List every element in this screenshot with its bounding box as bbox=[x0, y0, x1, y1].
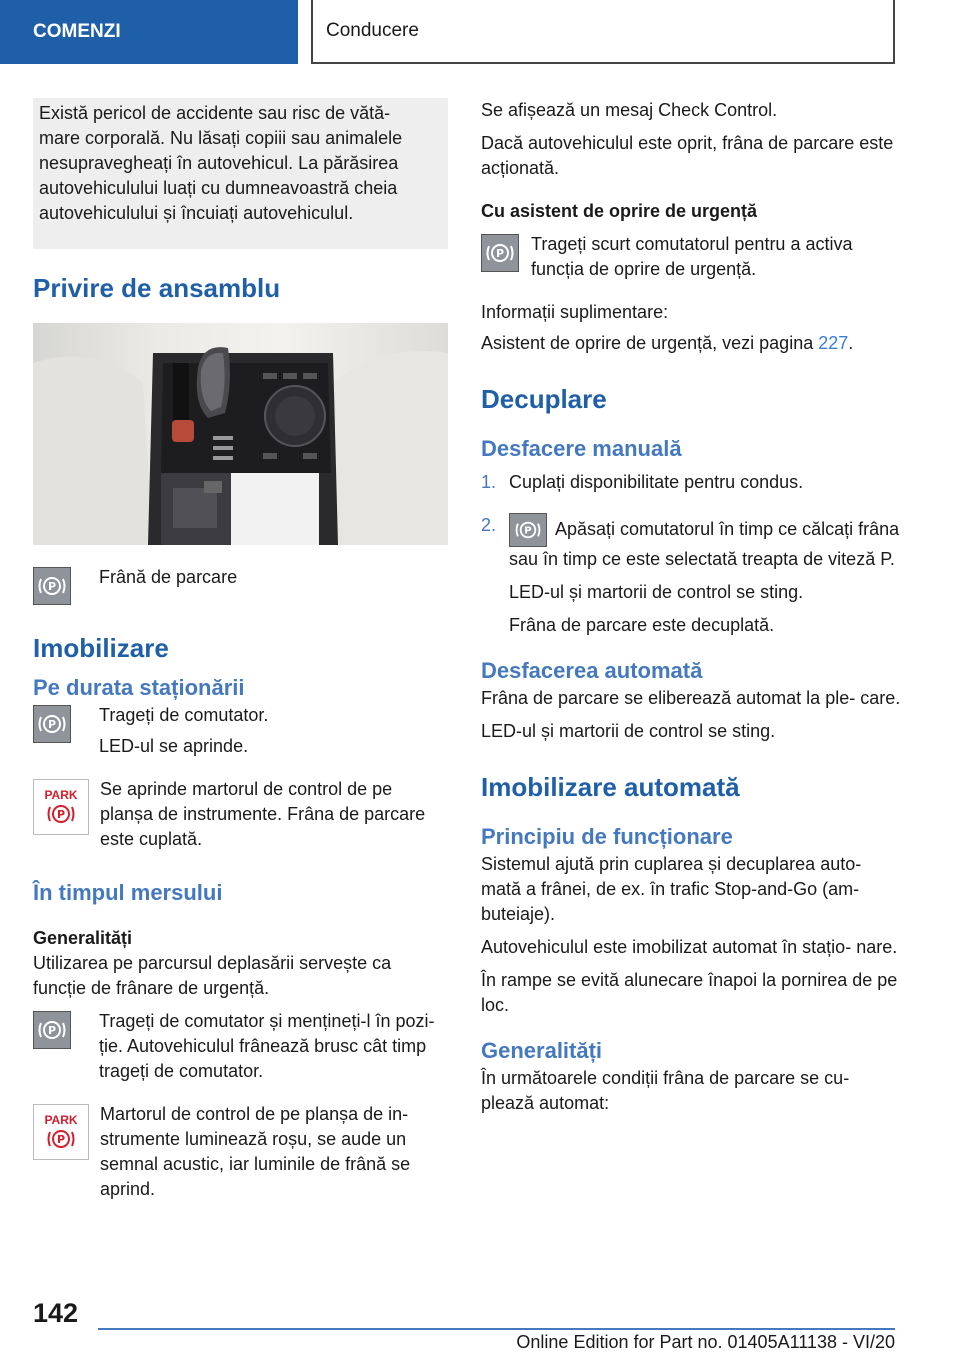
svg-text:P: P bbox=[524, 525, 532, 537]
section-label: COMENZI bbox=[33, 21, 121, 42]
warning-box bbox=[33, 98, 448, 249]
stationare-line: Trageți de comutator. bbox=[99, 705, 269, 725]
step2-text: Apăsați comutatorul în timp ce călcați frâna sau în timp ce este selectată treapta de viteză P. bbox=[509, 518, 900, 569]
more-info: Informații suplimentare: bbox=[481, 302, 669, 322]
mers-title: În timpul mersului bbox=[33, 880, 223, 905]
mers-park-text: Martorul de control de pe planșa de in- strumente luminează roșu, se aude un semnal acustic, iar luminile de frână se aprind. bbox=[100, 1104, 411, 1199]
left-column bbox=[33, 98, 448, 1202]
step-1 bbox=[481, 470, 901, 495]
warning-line: autovehiculului luați cu dumneavoastră cheia bbox=[39, 178, 398, 198]
step-number: 1. bbox=[481, 472, 497, 492]
stationare-park-row bbox=[33, 777, 448, 852]
parking-brake-icon bbox=[33, 1011, 71, 1049]
principiu-p2: Autovehiculul este imobilizat automat în stațio- nare. bbox=[481, 937, 898, 957]
principiu-p3: În rampe se evită alunecare înapoi la pornirea de pe loc. bbox=[481, 970, 898, 1015]
stationare-line: LED-ul se aprinde. bbox=[99, 736, 249, 756]
step2-led: LED-ul și martorii de control se sting. bbox=[509, 582, 804, 602]
mers-pull-row bbox=[33, 1009, 448, 1084]
principiu-p1: Sistemul ajută prin cuplarea și decuplarea auto- mată a frânei, de ex. în trafic Stop-and-Go (am- buteiaje). bbox=[481, 854, 862, 924]
step-text: Cuplați disponibilitate pentru condus. bbox=[509, 472, 804, 492]
auto-release-text: Frâna de parcare se eliberează automat la ple- care. bbox=[481, 688, 901, 708]
console-photo bbox=[33, 323, 448, 545]
svg-text:P: P bbox=[47, 580, 57, 593]
parking-brake-icon bbox=[509, 513, 547, 547]
principiu-title: Principiu de funcționare bbox=[481, 824, 733, 849]
stationare-park-text: Se aprinde martorul de control de pe planșa de instrumente. Frâna de parcare este cuplată. bbox=[100, 779, 426, 849]
parking-brake-icon bbox=[33, 567, 71, 605]
emergency-pull-row bbox=[481, 232, 901, 282]
step-2 bbox=[481, 513, 901, 638]
reference-end: . bbox=[848, 333, 854, 353]
svg-text:P: P bbox=[495, 247, 505, 260]
warning-line: mare corporală. Nu lăsați copiii sau animalele bbox=[39, 128, 403, 148]
park-warning-icon bbox=[33, 779, 89, 835]
generalitati-title: Generalități bbox=[33, 928, 133, 948]
stationare-pull-row bbox=[33, 703, 448, 759]
overview-title: Privire de ansamblu bbox=[33, 273, 281, 303]
auto-release-led: LED-ul și martorii de control se sting. bbox=[481, 721, 776, 741]
park-label: PARK bbox=[44, 787, 78, 802]
park-warning-icon bbox=[33, 1104, 89, 1160]
page-number: 142 bbox=[33, 1298, 79, 1328]
chapter-label: Conducere bbox=[326, 20, 419, 41]
page-reference-link[interactable]: 227 bbox=[818, 333, 849, 353]
step-number: 2. bbox=[481, 515, 497, 535]
mers-park-row bbox=[33, 1102, 448, 1202]
general-text: În următoarele condiții frâna de parcare se cu- plează automat: bbox=[481, 1068, 850, 1113]
step2-released: Frâna de parcare este decuplată. bbox=[509, 615, 775, 635]
parking-brake-icon bbox=[33, 705, 71, 743]
photo-caption: Frână de parcare bbox=[99, 567, 238, 587]
stationare-title: Pe durata staționării bbox=[33, 675, 245, 700]
reference-text: Asistent de oprire de urgență, vezi pagina bbox=[481, 333, 814, 353]
svg-text:P: P bbox=[56, 807, 66, 821]
mers-pull-text: Trageți de comutator și mențineți-l în pozi- ție. Autovehiculul frânează brusc cât timp trageți de comutator. bbox=[99, 1011, 435, 1081]
footer-divider bbox=[98, 1328, 895, 1330]
edition-footer: Online Edition for Part no. 01405A11138 - VI/20 bbox=[516, 1332, 895, 1352]
svg-text:P: P bbox=[47, 718, 57, 731]
auto-release-title: Desfacerea automată bbox=[481, 658, 703, 683]
park-label: PARK bbox=[44, 1112, 78, 1127]
emergency-pull-text: Trageți scurt comutatorul pentru a activa funcția de oprire de urgență. bbox=[531, 234, 853, 279]
right-column bbox=[481, 98, 901, 1116]
warning-line: Există pericol de accidente sau risc de vătă- bbox=[39, 103, 391, 123]
svg-text:P: P bbox=[56, 1132, 66, 1146]
emergency-title: Cu asistent de oprire de urgență bbox=[481, 201, 758, 221]
section-tab bbox=[0, 0, 298, 64]
warning-line: autovehiculului și încuiați autovehiculul. bbox=[39, 203, 354, 223]
imobilizare-title: Imobilizare bbox=[33, 633, 169, 663]
svg-text:P: P bbox=[47, 1024, 57, 1037]
step-text bbox=[509, 513, 901, 572]
parking-brake-caption-row bbox=[33, 565, 448, 605]
stopped-text: Dacă autovehiculul este oprit, frâna de parcare este acționată. bbox=[481, 133, 894, 178]
cc-message: Se afișează un mesaj Check Control. bbox=[481, 100, 778, 120]
warning-line: nesupravegheați în autovehicul. La părăsirea bbox=[39, 153, 399, 173]
general-title: Generalități bbox=[481, 1038, 603, 1063]
imob-auto-title: Imobilizare automată bbox=[481, 772, 740, 802]
reference-line bbox=[481, 331, 901, 356]
decuplare-title: Decuplare bbox=[481, 384, 607, 414]
generalitati-text: Utilizarea pe parcursul deplasării servește ca funcție de frânare de urgență. bbox=[33, 953, 392, 998]
chapter-header bbox=[311, 0, 895, 64]
parking-brake-icon bbox=[481, 234, 519, 272]
console-illustration bbox=[33, 323, 448, 545]
manual-title: Desfacere manuală bbox=[481, 436, 682, 461]
